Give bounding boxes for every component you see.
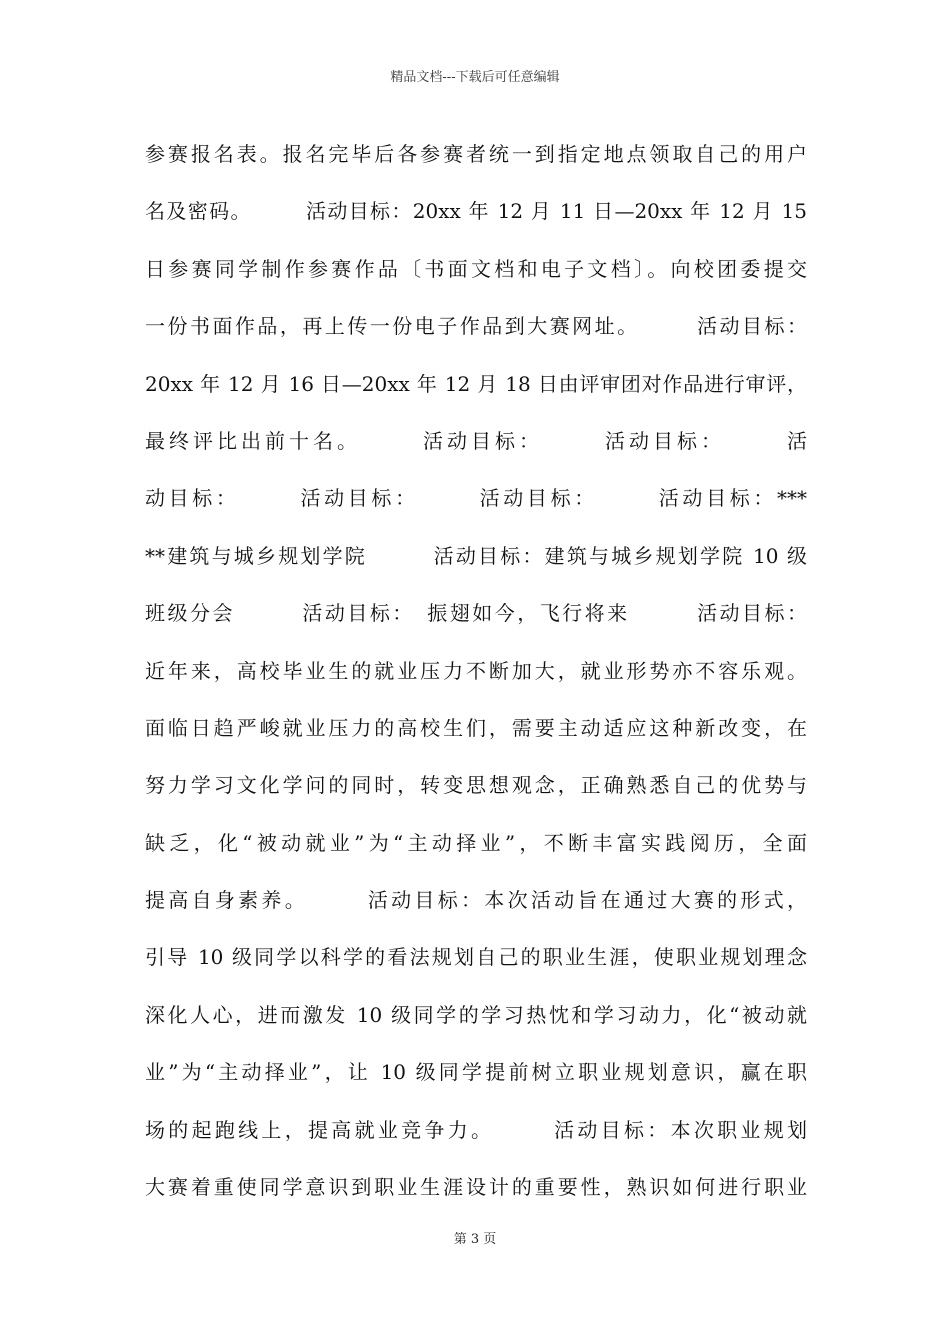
text-line: 引导 10 级同学以科学的看法规划自己的职业生涯，使职业规划理念 (145, 945, 807, 970)
text-line: 班级分会 活动目标： 振翅如今，飞行将来 活动目标： (145, 601, 807, 626)
text-line: 名及密码。 活动目标：20xx 年 12 月 11 日—20xx 年 12 月 15 (145, 199, 807, 224)
text-line: 日参赛同学制作参赛作品〔书面文档和电子文档〕。向校团委提交 (145, 256, 807, 281)
text-line: **建筑与城乡规划学院 活动目标：建筑与城乡规划学院 10 级 (145, 543, 807, 568)
text-line: 缺乏，化“被动就业”为“主动择业”，不断丰富实践阅历，全面 (145, 830, 807, 855)
page-number: 第 3 页 (453, 1232, 497, 1247)
document-body (145, 132, 807, 1222)
text-line: 面临日趋严峻就业压力的高校生们，需要主动适应这种新改变，在 (145, 715, 807, 740)
text-line: 20xx 年 12 月 16 日—20xx 年 12 月 18 日由评审团对作品进行审评， (145, 371, 807, 396)
text-line: 业”为“主动择业”，让 10 级同学提前树立职业规划意识，赢在职 (145, 1060, 807, 1085)
text-line: 提高自身素养。 活动目标：本次活动旨在通过大赛的形式， (145, 888, 807, 913)
page-header: 精品文档---下载后可任意编辑 (390, 70, 560, 85)
text-line: 场的起跑线上，提高就业竞争力。 活动目标：本次职业规划 (145, 1117, 807, 1142)
text-line: 深化人心，进而激发 10 级同学的学习热忱和学习动力，化“被动就 (145, 1002, 807, 1027)
text-line: 参赛报名表。报名完毕后各参赛者统一到指定地点领取自己的用户 (145, 142, 807, 166)
text-line: 努力学习文化学问的同时，转变思想观念，正确熟悉自己的优势与 (145, 773, 807, 798)
text-line: 近年来，高校毕业生的就业压力不断加大，就业形势亦不容乐观。 (145, 658, 807, 683)
text-line: 大赛着重使同学意识到职业生涯设计的重要性，熟识如何进行职业 (145, 1175, 807, 1200)
text-line: 动目标： 活动目标： 活动目标： 活动目标：*** (145, 486, 807, 511)
text-line: 最终评比出前十名。 活动目标： 活动目标： 活 (145, 428, 807, 453)
text-line: 一份书面作品，再上传一份电子作品到大赛网址。 活动目标： (145, 314, 807, 339)
